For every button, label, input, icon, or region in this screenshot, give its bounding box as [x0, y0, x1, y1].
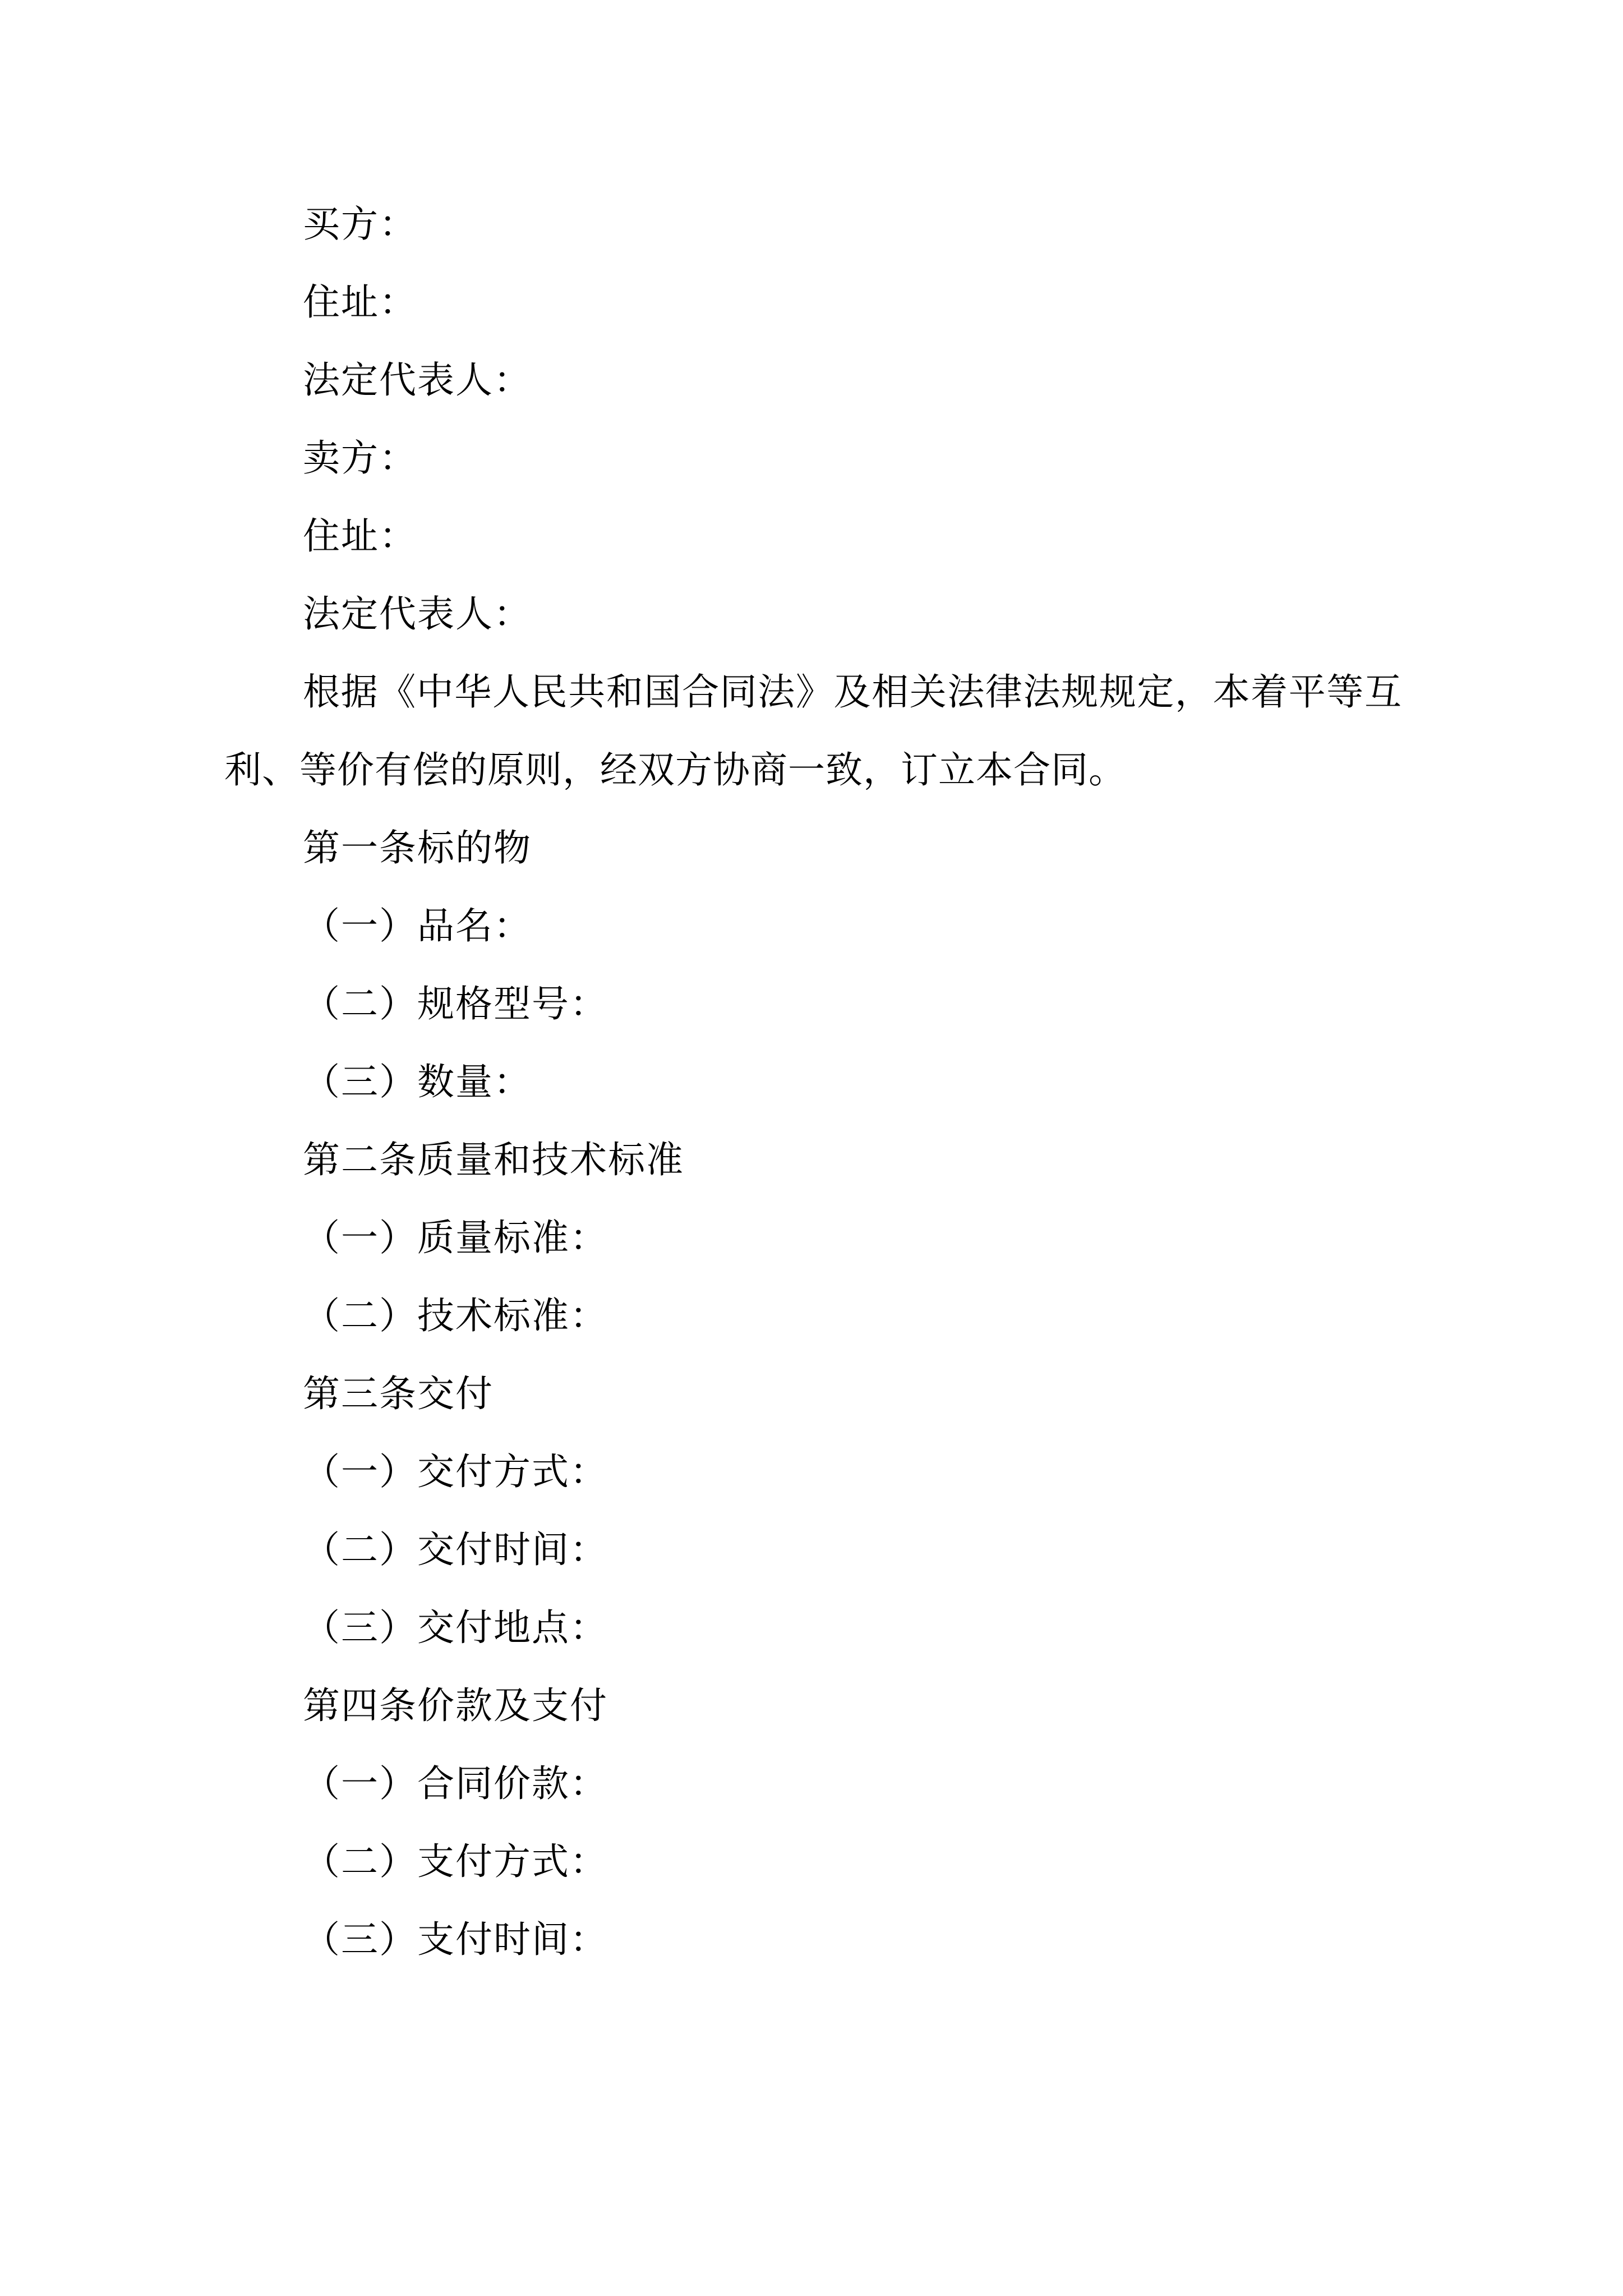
party-line-buyer: 买方： [303, 203, 417, 246]
clause-article-1-heading: 第一条标的物 [303, 826, 532, 869]
party-line-buyer-legal-rep: 法定代表人： [303, 358, 532, 402]
document-body [224, 185, 1402, 1978]
clause-article-2-heading: 第二条质量和技术标准 [303, 1138, 684, 1181]
preamble-paragraph: 根据《中华人民共和国合同法》及相关法律法规规定，本着平等互利、等价有偿的原则，经双方协商一致，订立本合同。 [224, 670, 1402, 792]
clause-article-4-item-2: （二）支付方式： [303, 1840, 608, 1883]
clause-article-3-item-1: （一）交付方式： [303, 1450, 608, 1493]
clause-article-4-heading: 第四条价款及支付 [303, 1684, 608, 1727]
clause-article-1-item-3: （三）数量： [303, 1060, 532, 1103]
clause-article-1-item-1: （一）品名： [303, 904, 532, 947]
clause-article-1-item-2: （二）规格型号： [303, 982, 608, 1025]
clause-article-3-item-2: （二）交付时间： [303, 1528, 608, 1571]
clause-article-3-item-3: （三）交付地点： [303, 1606, 608, 1649]
party-line-buyer-address: 住址： [303, 280, 417, 324]
party-line-seller-legal-rep: 法定代表人： [303, 592, 532, 636]
clause-article-4-item-3: （三）支付时间： [303, 1918, 608, 1961]
party-line-seller-address: 住址： [303, 514, 417, 558]
party-line-seller: 卖方： [303, 436, 417, 480]
clause-article-2-item-1: （一）质量标准： [303, 1216, 608, 1259]
clause-article-3-heading: 第三条交付 [303, 1372, 494, 1415]
clause-article-4-item-1: （一）合同价款： [303, 1762, 608, 1805]
clause-article-2-item-2: （二）技术标准： [303, 1294, 608, 1337]
